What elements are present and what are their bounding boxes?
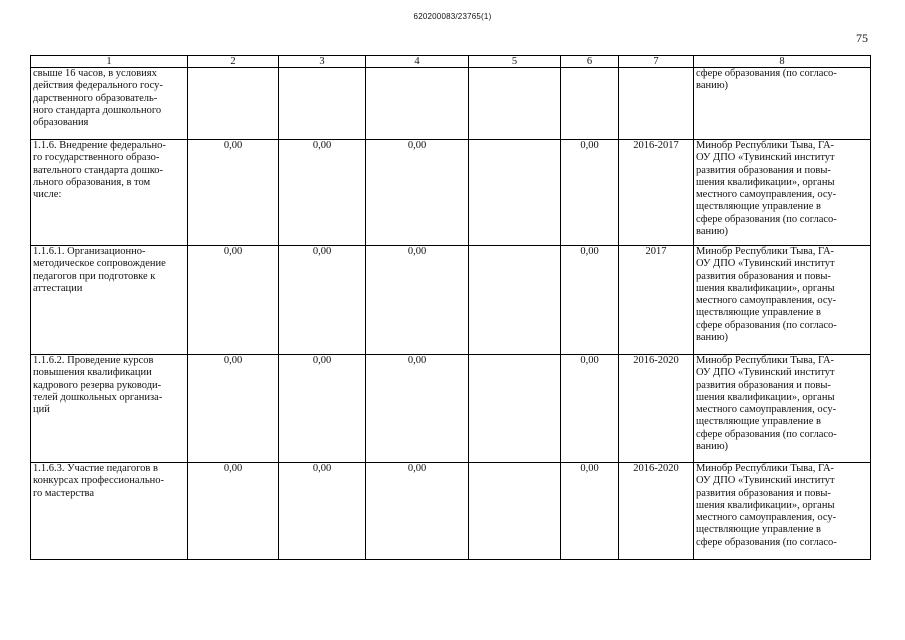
value-cell: 0,00 bbox=[366, 463, 469, 560]
table-row bbox=[31, 355, 871, 463]
page-number: 75 bbox=[856, 31, 868, 45]
responsible-cell: Минобр Республики Тыва, ГА- ОУ ДПО «Тувинский институт развития образования и повы- шения квалификации», органы местного самоуправления, осу- ществляющие управление в сфере образования (по согласо- ванию) bbox=[694, 355, 871, 463]
value-cell bbox=[469, 140, 561, 246]
activity-cell: 1.1.6.1. Организационно- методическое сопровождение педагогов при подготовке к аттестации bbox=[31, 246, 188, 355]
period-cell: 2017 bbox=[619, 246, 694, 355]
activity-cell: 1.1.6. Внедрение федерально- го государственного образо- вательного стандарта дошко- льного образования, в том числе: bbox=[31, 140, 188, 246]
value-cell: 0,00 bbox=[366, 355, 469, 463]
responsible-cell: Минобр Республики Тыва, ГА- ОУ ДПО «Тувинский институт развития образования и повы- шения квалификации», органы местного самоуправления, осу- ществляющие управление в сфере образования (по согласо- bbox=[694, 463, 871, 560]
value-cell: 0,00 bbox=[188, 246, 279, 355]
column-header: 7 bbox=[619, 56, 694, 68]
table-row bbox=[31, 463, 871, 560]
value-cell: 0,00 bbox=[188, 355, 279, 463]
responsible-cell: Минобр Республики Тыва, ГА- ОУ ДПО «Тувинский институт развития образования и повы- шения квалификации», органы местного самоуправления, осу- ществляющие управление в сфере образования (по согласо- ванию) bbox=[694, 246, 871, 355]
value-cell bbox=[469, 68, 561, 140]
document-code: 620200083/23765(1) bbox=[413, 12, 492, 21]
value-cell bbox=[561, 68, 619, 140]
value-cell: 0,00 bbox=[561, 463, 619, 560]
value-cell: 0,00 bbox=[279, 355, 366, 463]
value-cell bbox=[469, 246, 561, 355]
value-cell bbox=[366, 68, 469, 140]
period-cell: 2016-2017 bbox=[619, 140, 694, 246]
column-header: 6 bbox=[561, 56, 619, 68]
column-header: 4 bbox=[366, 56, 469, 68]
column-number-row bbox=[31, 56, 871, 68]
period-cell: 2016-2020 bbox=[619, 355, 694, 463]
table-row bbox=[31, 140, 871, 246]
value-cell bbox=[188, 68, 279, 140]
column-header: 2 bbox=[188, 56, 279, 68]
value-cell: 0,00 bbox=[561, 246, 619, 355]
activity-cell: 1.1.6.3. Участие педагогов в конкурсах профессионально- го мастерства bbox=[31, 463, 188, 560]
value-cell: 0,00 bbox=[561, 355, 619, 463]
column-header: 1 bbox=[31, 56, 188, 68]
period-cell bbox=[619, 68, 694, 140]
column-header: 5 bbox=[469, 56, 561, 68]
value-cell bbox=[469, 355, 561, 463]
value-cell: 0,00 bbox=[188, 463, 279, 560]
value-cell: 0,00 bbox=[279, 140, 366, 246]
value-cell: 0,00 bbox=[366, 140, 469, 246]
value-cell bbox=[279, 68, 366, 140]
responsible-cell: Минобр Республики Тыва, ГА- ОУ ДПО «Тувинский институт развития образования и повы- шения квалификации», органы местного самоуправления, осу- ществляющие управление в сфере образования (по согласо- ванию) bbox=[694, 140, 871, 246]
value-cell: 0,00 bbox=[188, 140, 279, 246]
activity-cell: 1.1.6.2. Проведение курсов повышения квалификации кадрового резерва руководи- телей дошкольных организа- ций bbox=[31, 355, 188, 463]
table-row bbox=[31, 246, 871, 355]
column-header: 8 bbox=[694, 56, 871, 68]
column-header: 3 bbox=[279, 56, 366, 68]
program-table bbox=[30, 55, 871, 560]
period-cell: 2016-2020 bbox=[619, 463, 694, 560]
value-cell: 0,00 bbox=[279, 246, 366, 355]
table-row bbox=[31, 68, 871, 140]
value-cell: 0,00 bbox=[366, 246, 469, 355]
value-cell bbox=[469, 463, 561, 560]
value-cell: 0,00 bbox=[561, 140, 619, 246]
responsible-cell: сфере образования (по согласо- ванию) bbox=[694, 68, 871, 140]
activity-cell: свыше 16 часов, в условиях действия федерального госу- дарственного образователь- ного стандарта дошкольного образования bbox=[31, 68, 188, 140]
value-cell: 0,00 bbox=[279, 463, 366, 560]
